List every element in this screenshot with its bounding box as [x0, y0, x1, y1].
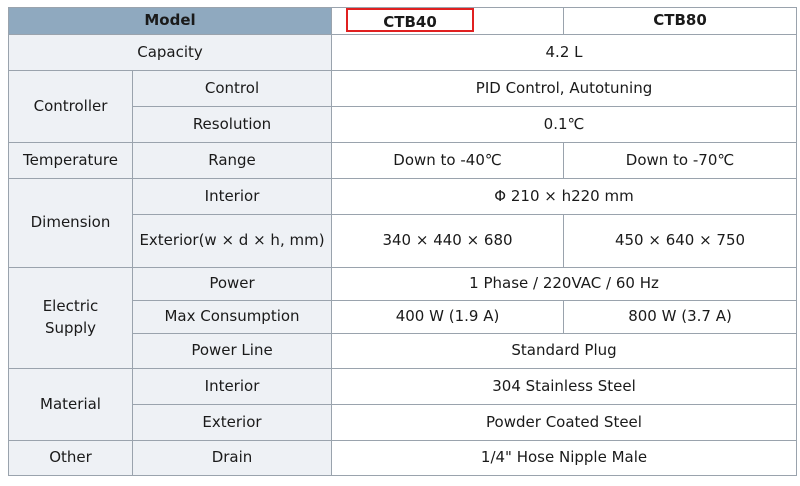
material-exterior-label: Exterior: [133, 405, 332, 441]
controller-label: Controller: [9, 71, 133, 143]
temperature-label: Temperature: [9, 143, 133, 179]
temperature-row: [9, 143, 797, 179]
max-consumption-ctb80: 800 W (3.7 A): [564, 301, 797, 334]
power-value: 1 Phase / 220VAC / 60 Hz: [332, 268, 797, 301]
material-interior-label: Interior: [133, 369, 332, 405]
model-header: Model: [9, 8, 332, 35]
controller-control-row: [9, 71, 797, 107]
ctb80-header: CTB80: [564, 8, 797, 35]
dimension-interior-value: Φ 210 × h220 mm: [332, 179, 797, 215]
power-line-label: Power Line: [133, 334, 332, 369]
ctb40-label: CTB40: [383, 13, 437, 32]
dimension-label: Dimension: [9, 179, 133, 268]
power-line-value: Standard Plug: [332, 334, 797, 369]
ctb40-header: [332, 8, 564, 35]
electric-supply-label: Electric Supply: [9, 268, 133, 369]
capacity-label: Capacity: [9, 35, 332, 71]
dimension-exterior-label: Exterior(w × d × h, mm): [133, 215, 332, 268]
other-label: Other: [9, 441, 133, 476]
range-ctb40: Down to -40℃: [332, 143, 564, 179]
capacity-row: [9, 35, 797, 71]
range-label: Range: [133, 143, 332, 179]
material-interior-row: [9, 369, 797, 405]
dimension-interior-label: Interior: [133, 179, 332, 215]
spec-table-container: [8, 7, 796, 476]
other-row: [9, 441, 797, 476]
drain-value: 1/4" Hose Nipple Male: [332, 441, 797, 476]
ctb40-highlight-box: [346, 8, 474, 32]
max-consumption-label: Max Consumption: [133, 301, 332, 334]
dimension-interior-row: [9, 179, 797, 215]
dimension-exterior-ctb40: 340 × 440 × 680: [332, 215, 564, 268]
table-header-row: [9, 8, 797, 35]
resolution-value: 0.1℃: [332, 107, 797, 143]
control-label: Control: [133, 71, 332, 107]
range-ctb80: Down to -70℃: [564, 143, 797, 179]
material-exterior-value: Powder Coated Steel: [332, 405, 797, 441]
spec-table: [8, 7, 797, 476]
max-consumption-ctb40: 400 W (1.9 A): [332, 301, 564, 334]
control-value: PID Control, Autotuning: [332, 71, 797, 107]
dimension-exterior-ctb80: 450 × 640 × 750: [564, 215, 797, 268]
resolution-label: Resolution: [133, 107, 332, 143]
power-label: Power: [133, 268, 332, 301]
material-interior-value: 304 Stainless Steel: [332, 369, 797, 405]
drain-label: Drain: [133, 441, 332, 476]
electric-power-row: [9, 268, 797, 301]
capacity-value: 4.2 L: [332, 35, 797, 71]
material-label: Material: [9, 369, 133, 441]
